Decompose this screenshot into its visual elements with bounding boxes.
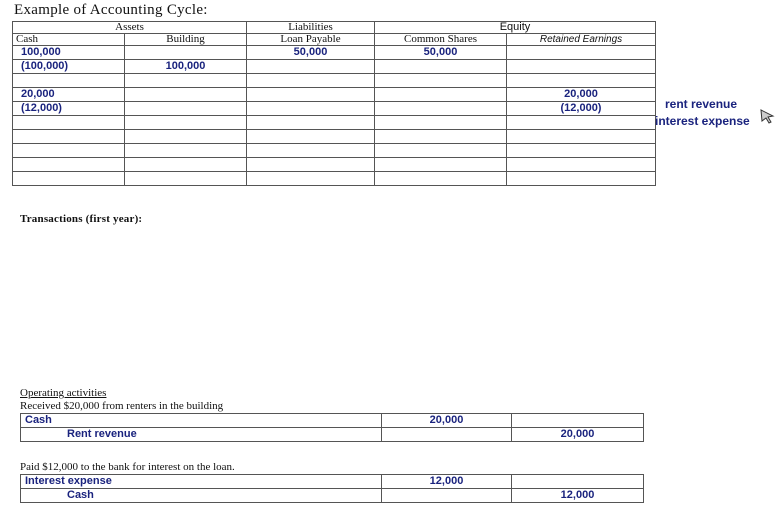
accounting-equation-table (12, 21, 656, 186)
credit-amount: 20,000 (512, 428, 644, 442)
account-header-row (13, 34, 656, 46)
loan-payable-cell (247, 60, 375, 74)
table-row-empty (13, 116, 656, 130)
common-shares-cell (375, 60, 507, 74)
retained-earnings-column-header: Retained Earnings (507, 34, 656, 46)
transactions-heading: Transactions (first year): (20, 213, 143, 225)
table-row (13, 102, 656, 116)
debit-account: Interest expense (21, 475, 382, 489)
common-shares-cell (375, 102, 507, 116)
assets-header: Assets (13, 22, 247, 34)
common-shares-cell (375, 88, 507, 102)
table-row (13, 46, 656, 60)
equity-header: Equity (375, 22, 656, 34)
table-row-empty (13, 144, 656, 158)
debit-amount: 20,000 (382, 414, 512, 428)
category-header-row (13, 22, 656, 34)
cash-cell: 100,000 (13, 46, 125, 60)
debit-row (21, 414, 644, 428)
retained-earnings-cell: 20,000 (507, 88, 656, 102)
table-row-empty (13, 74, 656, 88)
table-row-empty (13, 172, 656, 186)
common-shares-cell: 50,000 (375, 46, 507, 60)
loan-payable-cell: 50,000 (247, 46, 375, 60)
credit-account: Cash (21, 489, 382, 503)
cash-cell: (100,000) (13, 60, 125, 74)
retained-earnings-cell: (12,000) (507, 102, 656, 116)
building-cell (125, 88, 247, 102)
retained-earnings-cell (507, 60, 656, 74)
loan-payable-column-header: Loan Payable (247, 34, 375, 46)
operating-activities-heading: Operating activities (20, 387, 107, 399)
credit-account: Rent revenue (21, 428, 382, 442)
rent-revenue-label: rent revenue (665, 97, 738, 111)
interest-expense-label: interest expense (655, 114, 750, 128)
transaction-description: Received $20,000 from renters in the building (20, 400, 224, 412)
debit-amount: 12,000 (382, 475, 512, 489)
cursor-pointer-icon (759, 108, 781, 124)
building-cell: 100,000 (125, 60, 247, 74)
credit-row (21, 428, 644, 442)
table-row-empty (13, 158, 656, 172)
table-row (13, 60, 656, 74)
table-row-empty (13, 130, 656, 144)
loan-payable-cell (247, 88, 375, 102)
cash-column-header: Cash (13, 34, 125, 46)
cash-cell: (12,000) (13, 102, 125, 116)
journal-entry-table (20, 474, 644, 503)
debit-row (21, 475, 644, 489)
journal-entry-table (20, 413, 644, 442)
building-cell (125, 102, 247, 116)
loan-payable-cell (247, 102, 375, 116)
credit-row (21, 489, 644, 503)
page-title: Example of Accounting Cycle: (14, 2, 208, 18)
credit-amount: 12,000 (512, 489, 644, 503)
cash-cell: 20,000 (13, 88, 125, 102)
common-shares-column-header: Common Shares (375, 34, 507, 46)
building-column-header: Building (125, 34, 247, 46)
retained-earnings-cell (507, 46, 656, 60)
table-row (13, 88, 656, 102)
liabilities-header: Liabilities (247, 22, 375, 34)
building-cell (125, 46, 247, 60)
debit-account: Cash (21, 414, 382, 428)
transaction-description: Paid $12,000 to the bank for interest on the loan. (20, 461, 235, 473)
